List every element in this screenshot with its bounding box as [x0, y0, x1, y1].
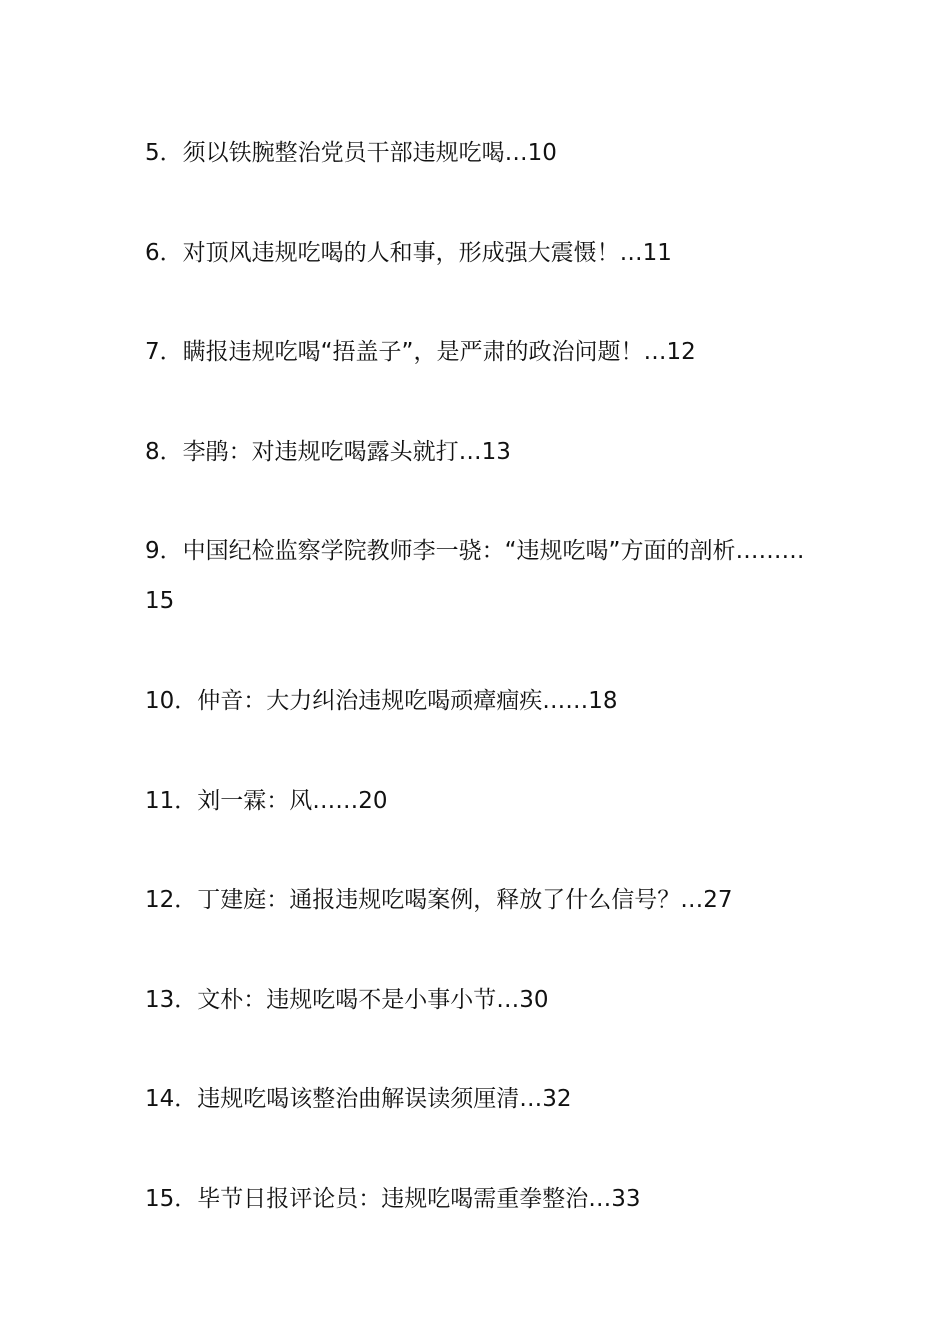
- toc-entry-7: 7．瞒报违规吃喝“捂盖子”，是严肃的政治问题！…12: [145, 339, 696, 365]
- toc-entry-5: 5．须以铁腕整治党员干部违规吃喝…10: [145, 140, 557, 166]
- toc-entry-10: 10．仲音：大力纠治违规吃喝顽瘴痼疾……18: [145, 688, 618, 714]
- toc-entry-6: 6．对顶风违规吃喝的人和事，形成强大震慑！…11: [145, 239, 672, 266]
- toc-entry-13: 13．文朴：违规吃喝不是小事小节…30: [145, 986, 549, 1013]
- toc-entry-9: 9．中国纪检监察学院教师李一骁：“违规吃喝”方面的剖析………15: [145, 538, 805, 614]
- toc-entry-8: 8．李鹃：对违规吃喝露头就打…13: [145, 438, 511, 465]
- toc-entry-14: 14．违规吃喝该整治曲解误读须厘清…32: [145, 1086, 572, 1112]
- table-of-contents: [145, 128, 815, 1273]
- toc-entry-12: 12．丁建庭：通报违规吃喝案例，释放了什么信号？…27: [145, 887, 733, 913]
- toc-entry-15: 15．毕节日报评论员：违规吃喝需重拳整治…33: [145, 1185, 641, 1212]
- toc-entry-11: 11．刘一霖：风……20: [145, 787, 388, 814]
